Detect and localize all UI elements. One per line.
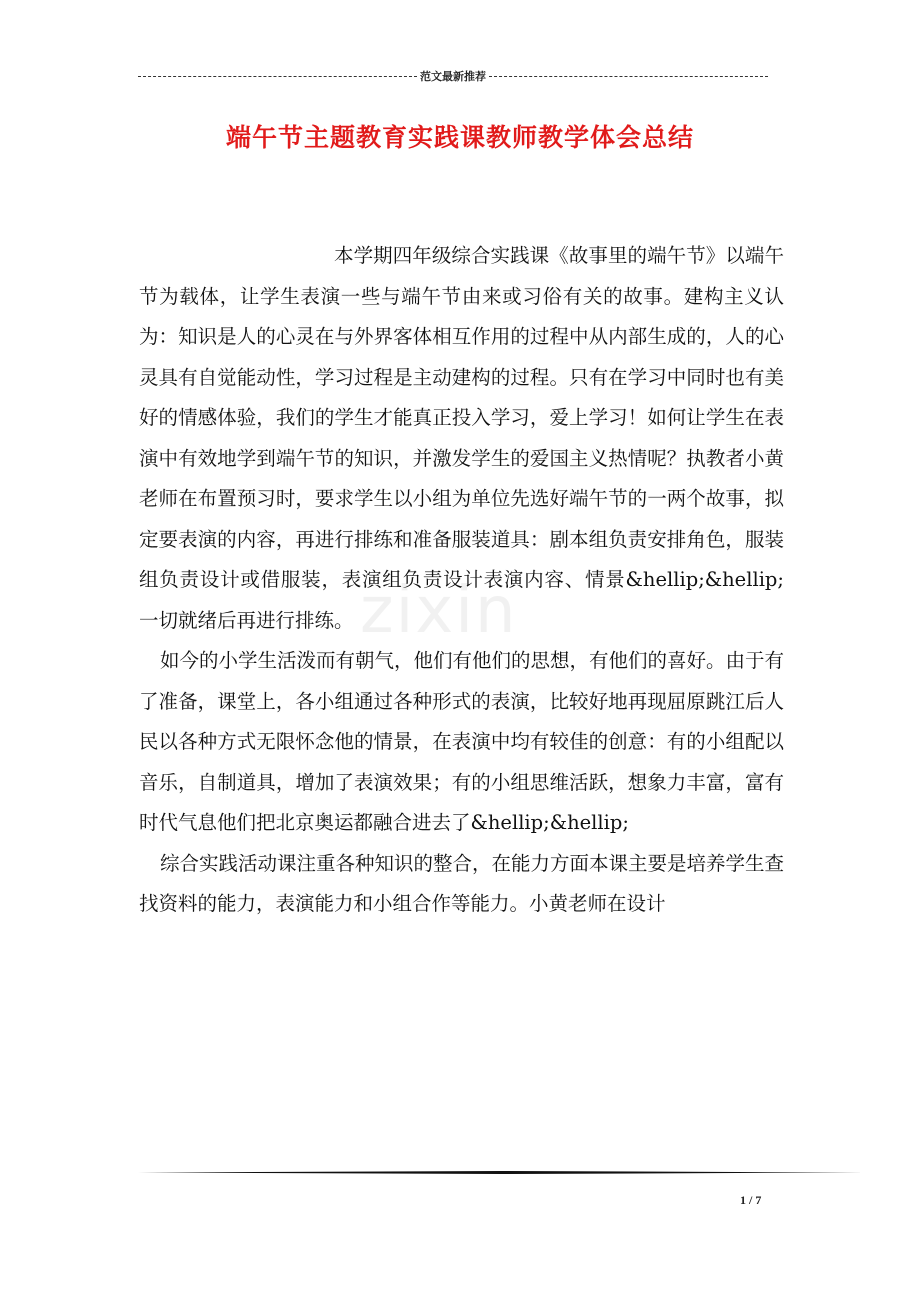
document-body	[139, 236, 784, 925]
header-label: 范文最新推荐	[420, 71, 486, 83]
paragraph: 如今的小学生活泼而有朝气，他们有他们的思想，有他们的喜好。由于有了准备，课堂上，各小组通过各种形式的表演，比较好地再现屈原跳江后人民以各种方式无限怀念他的情景，在表演中均有较佳的创意：有的小组配以音乐，自制道具，增加了表演效果；有的小组思维活跃，想象力丰富，富有时代气息他们把北京奥运都融合进去了&hellip;&hellip;	[139, 649, 785, 834]
header-dash-right	[489, 76, 768, 77]
watermark: zixin	[360, 574, 518, 648]
page-number: 1 / 7	[740, 1193, 762, 1207]
document-title: 端午节主题教育实践课教师教学体会总结	[225, 123, 694, 152]
paragraph: 本学期四年级综合实践课《故事里的端午节》以端午节为载体，让学生表演一些与端午节由来或习俗有关的故事。建构主义认为：知识是人的心灵在与外界客体相互作用的过程中从内部生成的，人的心灵具有自觉能动性，学习过程是主动建构的过程。只有在学习中同时也有美好的情感体验，我们的学生才能真正投入学习，爱上学习！如何让学生在表演中有效地学到端午节的知识，并激发学生的爱国主义热情呢？执教者小黄老师在布置预习时，要求学生以小组为单位先选好端午节的一两个故事，拟定要表演的内容，再进行排练和准备服装道具：剧本组负责安排角色，服装组负责设计或借服装，表演组负责设计表演内容、情景&hellip;&hellip;一切就绪后再进行排练。	[139, 244, 784, 632]
page-header	[138, 66, 768, 86]
header-dash-left	[138, 76, 417, 77]
paragraph: 综合实践活动课注重各种知识的整合，在能力方面本课主要是培养学生查找资料的能力，表演能力和小组合作等能力。小黄老师在设计	[139, 851, 785, 915]
footer-divider	[138, 1171, 864, 1174]
